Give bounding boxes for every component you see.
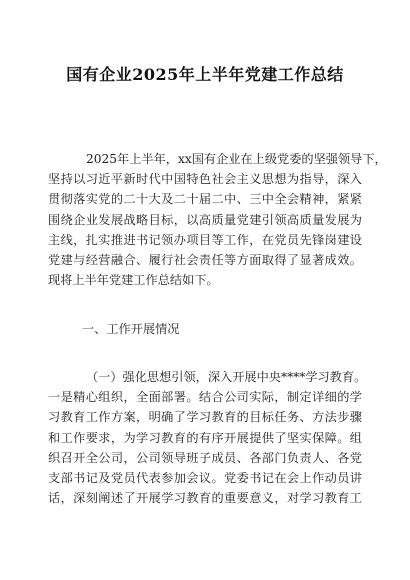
intro-line-3: 贯彻落实党的二十大及二十届二中、三中全会精神，紧紧 bbox=[48, 192, 362, 206]
body-line-4: 织召开全公司，公司领导班子成员、各部门负责人、各党 bbox=[48, 451, 362, 465]
section-heading-1: 一、工作开展情况 bbox=[82, 322, 180, 336]
intro-line-6: 党建与经营融合、履行社会责任等方面取得了显著成效。 bbox=[48, 253, 362, 267]
subsection-heading-1: （一）强化思想引领，深入开展中央****学习教育。 bbox=[86, 370, 367, 384]
intro-line-4: 围绕企业发展战略目标，以高质量党建引领高质量发展为 bbox=[48, 213, 362, 227]
intro-line-5: 主线，扎实推进书记领办项目等工作，在党员先锋岗建设 bbox=[48, 233, 362, 247]
document-title: 国有企业2025年上半年党建工作总结 bbox=[66, 65, 344, 84]
body-line-6: 话，深刻阐述了开展学习教育的重要意义，对学习教育工 bbox=[48, 491, 362, 505]
body-line-1: 一是精心组织，全面部署。结合公司实际，制定详细的学 bbox=[48, 390, 362, 404]
body-line-3: 和工作要求，为学习教育的有序开展提供了坚实保障。组 bbox=[48, 431, 362, 445]
intro-line-7: 现将上半年党建工作总结如下。 bbox=[48, 273, 219, 287]
intro-line-1: 2025年上半年，xx国有企业在上级党委的坚强领导下， bbox=[86, 152, 387, 166]
body-line-5: 支部书记及党员代表参加会议。党委书记在会上作动员讲 bbox=[48, 471, 362, 485]
intro-line-2: 坚持以习近平新时代中国特色社会主义思想为指导，深入 bbox=[48, 172, 362, 186]
body-line-2: 习教育工作方案，明确了学习教育的目标任务、方法步骤 bbox=[48, 410, 362, 424]
